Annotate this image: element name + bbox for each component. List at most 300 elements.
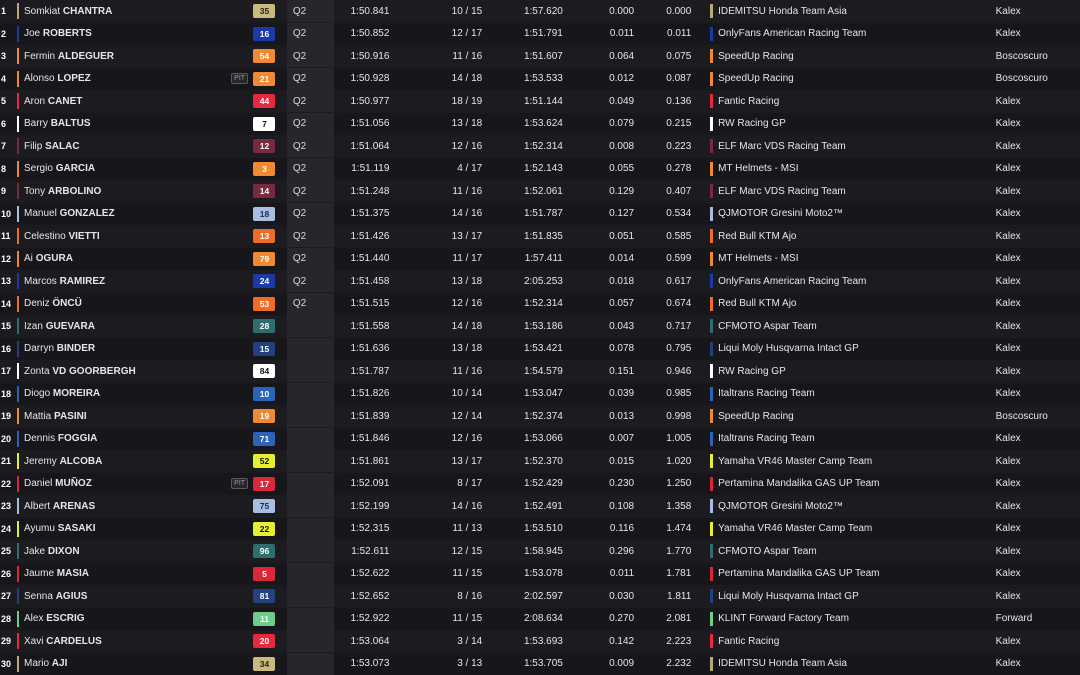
rider-number-badge: 7 xyxy=(253,117,275,131)
last-lap-time: 1:53.705 xyxy=(523,658,563,670)
rider-first-name: Mattia xyxy=(24,410,52,422)
gap-to-previous: 0.151 xyxy=(609,365,635,377)
session-cell xyxy=(287,608,334,630)
gap-to-first: 1.781 xyxy=(666,568,692,580)
table-row[interactable] xyxy=(0,405,1080,428)
number-cell xyxy=(248,432,281,446)
last-lap-time: 1:52.429 xyxy=(523,478,563,490)
best-lap-time: 1:51.846 xyxy=(350,433,390,445)
last-lap-time: 1:53.066 xyxy=(523,433,563,445)
table-row[interactable] xyxy=(0,293,1080,316)
number-cell xyxy=(248,657,281,671)
team-color-bar xyxy=(17,48,19,64)
rider-last-name: SASAKI xyxy=(57,523,96,535)
gap-to-first: 1.474 xyxy=(666,523,692,535)
rider-last-name: BINDER xyxy=(56,343,96,355)
team-color-bar xyxy=(17,543,19,559)
gap-to-first: 2.223 xyxy=(666,635,692,647)
position-cell: 28 xyxy=(1,613,12,624)
number-cell xyxy=(248,162,281,176)
rider-first-name: Aron xyxy=(24,95,46,107)
table-row[interactable] xyxy=(0,225,1080,248)
session-cell xyxy=(287,540,334,562)
session-cell xyxy=(287,495,334,517)
rider-last-name: ÖNCÜ xyxy=(52,298,82,310)
number-cell xyxy=(248,207,281,221)
last-lap-time: 1:57.411 xyxy=(524,253,563,265)
number-cell xyxy=(248,364,281,378)
last-lap-time: 1:58.945 xyxy=(523,545,563,557)
gap-to-previous: 0.043 xyxy=(609,320,635,332)
constructor-name: Kalex xyxy=(995,545,1021,557)
best-lap-time: 1:51.839 xyxy=(350,410,390,422)
session-cell: Q2 xyxy=(287,90,334,112)
session-cell xyxy=(287,315,334,337)
table-row[interactable] xyxy=(0,383,1080,406)
laps-count: 8 / 16 xyxy=(457,590,483,602)
team-color-bar xyxy=(17,566,19,582)
table-row[interactable] xyxy=(0,315,1080,338)
position-cell: 7 xyxy=(1,141,7,152)
team-color-marker xyxy=(710,4,713,18)
rider-first-name: Senna xyxy=(24,590,53,602)
number-cell xyxy=(248,342,281,356)
position-cell: 2 xyxy=(1,28,7,39)
table-row[interactable] xyxy=(0,338,1080,361)
team-color-marker xyxy=(710,27,713,41)
session-cell: Q2 xyxy=(287,158,334,180)
rider-name xyxy=(24,456,216,467)
team-name: Fantic Racing xyxy=(718,635,780,647)
rider-name xyxy=(24,411,216,422)
constructor-name: Kalex xyxy=(995,28,1021,40)
table-row[interactable] xyxy=(0,248,1080,271)
rider-name xyxy=(24,366,216,377)
table-row[interactable] xyxy=(0,653,1080,675)
gap-to-previous: 0.008 xyxy=(609,140,635,152)
constructor-name: Kalex xyxy=(995,388,1021,400)
best-lap-time: 1:51.458 xyxy=(350,275,390,287)
table-row[interactable] xyxy=(0,585,1080,608)
rider-number-badge: 96 xyxy=(253,544,275,558)
position-cell: 10 xyxy=(1,208,12,219)
last-lap-time: 1:53.078 xyxy=(523,568,563,580)
last-lap-time: 1:52.314 xyxy=(523,140,563,152)
number-cell xyxy=(248,522,281,536)
table-row[interactable] xyxy=(0,450,1080,473)
constructor-name: Kalex xyxy=(995,635,1021,647)
constructor-name: Kalex xyxy=(995,455,1021,467)
gap-to-previous: 0.051 xyxy=(609,230,635,242)
team-color-bar xyxy=(17,296,19,312)
team-color-marker xyxy=(710,297,713,311)
table-row[interactable] xyxy=(0,68,1080,91)
rider-last-name: BALTUS xyxy=(50,118,91,130)
rider-last-name: ALDEGUER xyxy=(57,50,115,62)
gap-to-previous: 0.011 xyxy=(609,28,635,40)
rider-number-badge: 79 xyxy=(253,252,275,266)
team-color-bar xyxy=(17,453,19,469)
best-lap-time: 1:51.440 xyxy=(350,253,390,265)
table-row[interactable] xyxy=(0,495,1080,518)
rider-last-name: CANET xyxy=(47,95,83,107)
table-row[interactable] xyxy=(0,360,1080,383)
number-cell xyxy=(248,184,281,198)
laps-count: 14 / 16 xyxy=(451,500,483,512)
number-cell xyxy=(248,252,281,266)
team-color-bar xyxy=(17,251,19,267)
last-lap-time: 1:54.579 xyxy=(523,365,563,377)
rider-number-badge: 84 xyxy=(253,364,275,378)
team-name: RW Racing GP xyxy=(718,118,786,130)
number-cell xyxy=(248,229,281,243)
rider-name xyxy=(24,73,216,84)
team-color-marker xyxy=(710,454,713,468)
number-cell xyxy=(248,274,281,288)
constructor-name: Kalex xyxy=(995,140,1021,152)
gap-to-first: 0.011 xyxy=(667,28,692,40)
gap-to-previous: 0.007 xyxy=(609,433,635,445)
team-color-bar xyxy=(17,116,19,132)
position-cell: 1 xyxy=(1,6,7,17)
position-cell: 4 xyxy=(1,73,7,84)
rider-last-name: GUEVARA xyxy=(45,320,95,332)
laps-count: 11 / 16 xyxy=(452,365,483,377)
number-cell xyxy=(248,4,281,18)
rider-first-name: Zonta xyxy=(24,365,50,377)
position-cell: 13 xyxy=(1,276,12,287)
table-row[interactable] xyxy=(0,270,1080,293)
best-lap-time: 1:52.922 xyxy=(350,613,390,625)
rider-number-badge: 10 xyxy=(253,387,275,401)
rider-first-name: Xavi xyxy=(24,635,44,647)
team-color-marker xyxy=(710,229,713,243)
last-lap-time: 1:51.787 xyxy=(523,208,563,220)
rider-name xyxy=(24,276,216,287)
rider-name xyxy=(24,478,216,489)
table-row[interactable] xyxy=(0,630,1080,653)
laps-count: 13 / 18 xyxy=(451,275,483,287)
number-cell xyxy=(248,612,281,626)
laps-count: 13 / 17 xyxy=(451,230,483,242)
team-name: SpeedUp Racing xyxy=(718,410,794,422)
table-row[interactable] xyxy=(0,45,1080,68)
rider-first-name: Jeremy xyxy=(24,455,57,467)
rider-number-badge: 34 xyxy=(253,657,275,671)
number-cell xyxy=(248,297,281,311)
laps-count: 13 / 18 xyxy=(451,118,483,130)
last-lap-time: 1:52.370 xyxy=(523,455,563,467)
laps-count: 14 / 18 xyxy=(451,320,483,332)
best-lap-time: 1:50.977 xyxy=(350,95,390,107)
team-name: Liqui Moly Husqvarna Intact GP xyxy=(718,590,859,602)
gap-to-previous: 0.013 xyxy=(609,410,635,422)
rider-number-badge: 24 xyxy=(253,274,275,288)
rider-last-name: LOPEZ xyxy=(57,73,91,85)
session-cell xyxy=(287,338,334,360)
last-lap-time: 1:53.533 xyxy=(523,73,563,85)
constructor-name: Kalex xyxy=(995,230,1021,242)
gap-to-previous: 0.230 xyxy=(609,478,635,490)
last-lap-time: 1:51.144 xyxy=(523,95,563,107)
team-name: Red Bull KTM Ajo xyxy=(718,298,797,310)
team-name: Yamaha VR46 Master Camp Team xyxy=(718,455,873,467)
session-cell xyxy=(287,585,334,607)
laps-count: 4 / 17 xyxy=(457,163,483,175)
rider-first-name: Jaume xyxy=(24,568,55,580)
best-lap-time: 1:50.916 xyxy=(350,50,390,62)
rider-number-badge: 52 xyxy=(253,454,275,468)
gap-to-previous: 0.011 xyxy=(609,568,635,580)
gap-to-previous: 0.009 xyxy=(609,658,635,670)
table-row[interactable] xyxy=(0,180,1080,203)
team-color-bar xyxy=(17,3,19,19)
team-color-bar xyxy=(17,408,19,424)
team-name: Italtrans Racing Team xyxy=(718,433,815,445)
table-row[interactable] xyxy=(0,135,1080,158)
table-row[interactable] xyxy=(0,518,1080,541)
rider-name xyxy=(24,568,216,579)
rider-last-name: AGIUS xyxy=(55,590,88,602)
rider-last-name: DIXON xyxy=(47,545,80,557)
team-color-bar xyxy=(17,138,19,154)
team-name: OnlyFans American Racing Team xyxy=(718,275,867,287)
team-color-marker xyxy=(710,184,713,198)
rider-name xyxy=(24,523,216,534)
best-lap-time: 1:52.315 xyxy=(350,523,390,535)
constructor-name: Kalex xyxy=(995,568,1021,580)
gap-to-previous: 0.270 xyxy=(609,613,635,625)
team-color-marker xyxy=(710,94,713,108)
rider-first-name: Izan xyxy=(24,320,43,332)
table-row[interactable] xyxy=(0,563,1080,586)
team-color-bar xyxy=(17,363,19,379)
team-color-marker xyxy=(710,72,713,86)
best-lap-time: 1:51.064 xyxy=(350,140,390,152)
session-cell: Q2 xyxy=(287,248,334,270)
gap-to-first: 1.811 xyxy=(667,590,692,602)
best-lap-time: 1:51.787 xyxy=(350,365,390,377)
rider-name xyxy=(24,321,216,332)
team-color-bar xyxy=(17,476,19,492)
number-cell xyxy=(248,589,281,603)
team-name: Pertamina Mandalika GAS UP Team xyxy=(718,478,880,490)
last-lap-time: 2:02.597 xyxy=(523,590,563,602)
rider-first-name: Filip xyxy=(24,140,43,152)
team-color-bar xyxy=(17,183,19,199)
gap-to-first: 1.358 xyxy=(666,500,692,512)
gap-to-first: 0.215 xyxy=(666,118,692,130)
number-cell xyxy=(248,409,281,423)
constructor-name: Kalex xyxy=(995,185,1021,197)
team-name: MT Helmets - MSI xyxy=(718,253,799,265)
gap-to-first: 0.674 xyxy=(666,298,692,310)
team-color-marker xyxy=(710,544,713,558)
best-lap-time: 1:50.852 xyxy=(350,28,390,40)
position-cell: 15 xyxy=(1,321,12,332)
position-cell: 23 xyxy=(1,501,12,512)
position-cell: 17 xyxy=(1,366,12,377)
session-cell xyxy=(287,563,334,585)
rider-first-name: Tony xyxy=(24,185,46,197)
gap-to-previous: 0.078 xyxy=(609,343,635,355)
last-lap-time: 2:05.253 xyxy=(523,275,563,287)
number-cell xyxy=(248,139,281,153)
laps-count: 13 / 17 xyxy=(451,455,483,467)
rider-number-badge: 11 xyxy=(253,612,275,626)
constructor-name: Kalex xyxy=(995,208,1021,220)
rider-last-name: ROBERTS xyxy=(42,28,92,40)
position-cell: 24 xyxy=(1,523,12,534)
best-lap-time: 1:53.064 xyxy=(350,635,390,647)
laps-count: 12 / 16 xyxy=(451,140,483,152)
position-cell: 14 xyxy=(1,298,12,309)
team-color-marker xyxy=(710,364,713,378)
rider-first-name: Alonso xyxy=(24,73,55,85)
last-lap-time: 1:52.143 xyxy=(523,163,563,175)
team-name: IDEMITSU Honda Team Asia xyxy=(718,658,847,670)
session-cell xyxy=(287,405,334,427)
session-cell: Q2 xyxy=(287,203,334,225)
best-lap-time: 1:51.119 xyxy=(351,163,390,175)
team-name: Fantic Racing xyxy=(718,95,780,107)
table-row[interactable] xyxy=(0,0,1080,23)
team-name: ELF Marc VDS Racing Team xyxy=(718,140,846,152)
constructor-name: Kalex xyxy=(995,343,1021,355)
last-lap-time: 1:52.061 xyxy=(523,185,563,197)
last-lap-time: 1:53.186 xyxy=(523,320,563,332)
pit-cell xyxy=(216,478,248,489)
team-color-bar xyxy=(17,93,19,109)
gap-to-first: 0.136 xyxy=(666,95,692,107)
laps-count: 11 / 13 xyxy=(452,523,483,535)
rider-last-name: FOGGIA xyxy=(57,433,98,445)
team-color-bar xyxy=(17,206,19,222)
team-color-marker xyxy=(710,589,713,603)
number-cell xyxy=(248,94,281,108)
team-color-bar xyxy=(17,341,19,357)
position-cell: 25 xyxy=(1,546,12,557)
gap-to-previous: 0.108 xyxy=(609,500,635,512)
position-cell: 26 xyxy=(1,568,12,579)
position-cell: 20 xyxy=(1,433,12,444)
number-cell xyxy=(248,319,281,333)
rider-name xyxy=(24,163,216,174)
rider-number-badge: 54 xyxy=(253,49,275,63)
table-row[interactable] xyxy=(0,113,1080,136)
team-color-marker xyxy=(710,162,713,176)
session-cell: Q2 xyxy=(287,135,334,157)
team-name: QJMOTOR Gresini Moto2™ xyxy=(718,500,843,512)
rider-name xyxy=(24,501,216,512)
table-row[interactable] xyxy=(0,90,1080,113)
session-cell: Q2 xyxy=(287,180,334,202)
rider-name xyxy=(24,51,216,62)
team-name: Liqui Moly Husqvarna Intact GP xyxy=(718,343,859,355)
team-color-marker xyxy=(710,477,713,491)
team-name: IDEMITSU Honda Team Asia xyxy=(718,5,847,17)
position-cell: 6 xyxy=(1,118,7,129)
gap-to-first: 0.075 xyxy=(666,50,692,62)
best-lap-time: 1:50.841 xyxy=(350,5,390,17)
team-color-marker xyxy=(710,49,713,63)
last-lap-time: 1:57.620 xyxy=(523,5,563,17)
gap-to-first: 0.000 xyxy=(666,5,692,17)
constructor-name: Forward xyxy=(995,613,1033,625)
team-color-marker xyxy=(710,252,713,266)
rider-number-badge: 12 xyxy=(253,139,275,153)
rider-number-badge: 53 xyxy=(253,297,275,311)
session-cell xyxy=(287,473,334,495)
rider-number-badge: 14 xyxy=(253,184,275,198)
laps-count: 3 / 13 xyxy=(457,658,483,670)
constructor-name: Kalex xyxy=(995,163,1021,175)
rider-first-name: Barry xyxy=(24,118,48,130)
rider-first-name: Alex xyxy=(24,613,44,625)
table-row[interactable] xyxy=(0,23,1080,46)
number-cell xyxy=(248,49,281,63)
rider-last-name: MOREIRA xyxy=(52,388,101,400)
table-row[interactable] xyxy=(0,608,1080,631)
position-cell: 11 xyxy=(1,231,11,242)
rider-first-name: Albert xyxy=(24,500,51,512)
table-row[interactable] xyxy=(0,203,1080,226)
best-lap-time: 1:52.652 xyxy=(350,590,390,602)
table-row[interactable] xyxy=(0,158,1080,181)
best-lap-time: 1:52.611 xyxy=(351,545,390,557)
position-cell: 21 xyxy=(1,456,12,467)
team-color-marker xyxy=(710,634,713,648)
rider-name xyxy=(24,298,216,309)
rider-last-name: RAMIREZ xyxy=(59,275,106,287)
position-cell: 9 xyxy=(1,186,7,197)
table-row[interactable] xyxy=(0,540,1080,563)
last-lap-time: 1:53.421 xyxy=(523,343,563,355)
table-row[interactable] xyxy=(0,473,1080,496)
position-cell: 3 xyxy=(1,51,7,62)
gap-to-first: 0.534 xyxy=(666,208,692,220)
last-lap-time: 1:51.791 xyxy=(523,28,563,40)
table-row[interactable] xyxy=(0,428,1080,451)
rider-last-name: CHANTRA xyxy=(62,5,113,17)
team-color-marker xyxy=(710,117,713,131)
gap-to-previous: 0.129 xyxy=(609,185,635,197)
laps-count: 13 / 18 xyxy=(451,343,483,355)
gap-to-previous: 0.049 xyxy=(609,95,635,107)
rider-first-name: Jake xyxy=(24,545,46,557)
best-lap-time: 1:53.073 xyxy=(350,658,390,670)
rider-number-badge: 20 xyxy=(253,634,275,648)
team-name: RW Racing GP xyxy=(718,365,786,377)
session-cell xyxy=(287,383,334,405)
number-cell xyxy=(248,567,281,581)
team-color-marker xyxy=(710,274,713,288)
constructor-name: Kalex xyxy=(995,320,1021,332)
number-cell xyxy=(248,499,281,513)
number-cell xyxy=(248,72,281,86)
laps-count: 3 / 14 xyxy=(457,635,483,647)
constructor-name: Kalex xyxy=(995,253,1021,265)
position-cell: 22 xyxy=(1,478,12,489)
gap-to-previous: 0.064 xyxy=(609,50,635,62)
gap-to-previous: 0.057 xyxy=(609,298,635,310)
constructor-name: Kalex xyxy=(995,433,1021,445)
laps-count: 11 / 16 xyxy=(452,185,483,197)
rider-name xyxy=(24,186,216,197)
team-name: CFMOTO Aspar Team xyxy=(718,320,817,332)
best-lap-time: 1:51.426 xyxy=(350,230,390,242)
team-color-marker xyxy=(710,499,713,513)
